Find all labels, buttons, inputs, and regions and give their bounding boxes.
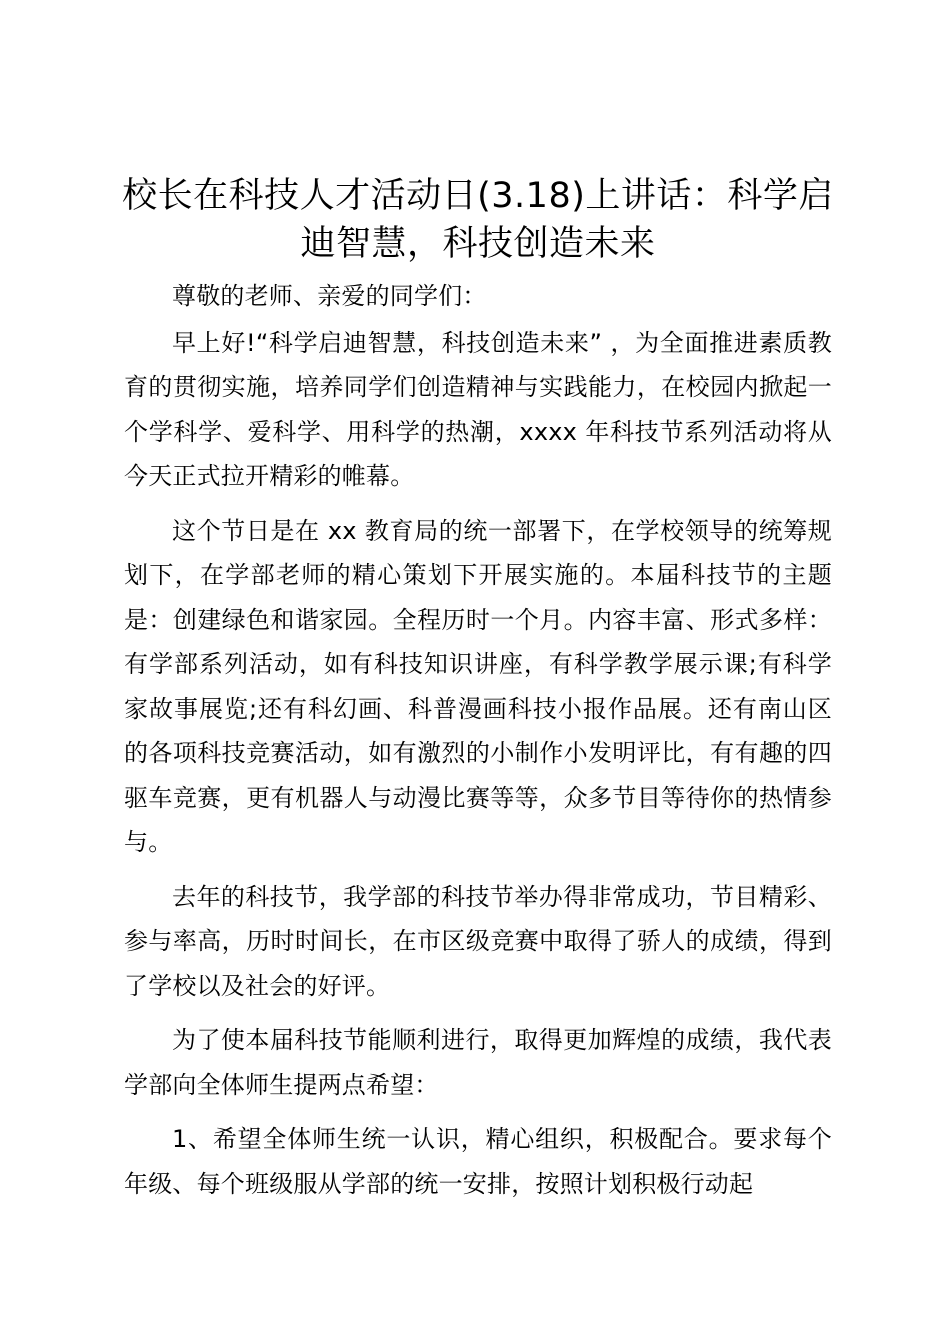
first-hope-paragraph: 1、希望全体师生统一认识，精心组织，积极配合。要求每个年级、每个班级服从学部的统一安排，按照计划积极行动起 <box>124 1125 832 1198</box>
greeting-paragraph: 尊敬的老师、亲爱的同学们： <box>172 282 487 310</box>
document-title: 校长在科技人才活动日(3.18)上讲话：科学启迪智慧，科技创造未来 <box>122 176 834 264</box>
festival-details-paragraph: 这个节日是在 xx 教育局的统一部署下，在学校领导的统筹规划下，在学部老师的精心策划下开展实施的。本届科技节的主题是：创建绿色和谐家园。全程历时一个月。内容丰富、形式多样：有学部系列活动，如有科技知识讲座，有科学教学展示课;有科学家故事展览;还有科幻画、科普漫画科技小报作品展。还有南山区的各项科技竞赛活动，如有激烈的小制作小发明评比，有有趣的四驱车竞赛，更有机器人与动漫比赛等等，众多节目等待你的热情参与。 <box>124 516 832 856</box>
hopes-intro-paragraph: 为了使本届科技节能顺利进行，取得更加辉煌的成绩，我代表学部向全体师生提两点希望： <box>124 1026 832 1099</box>
last-year-paragraph: 去年的科技节，我学部的科技节举办得非常成功，节目精彩、参与率高，历时时间长，在市区级竞赛中取得了骄人的成绩，得到了学校以及社会的好评。 <box>124 882 832 1000</box>
opening-paragraph: 早上好!“科学启迪智慧，科技创造未来” ，为全面推进素质教育的贯彻实施，培养同学们创造精神与实践能力，在校园内掀起一个学科学、爱科学、用科学的热潮，xxxx 年科技节系列活动将从今天正式拉开精彩的帷幕。 <box>124 328 832 490</box>
document-body <box>124 172 832 1216</box>
